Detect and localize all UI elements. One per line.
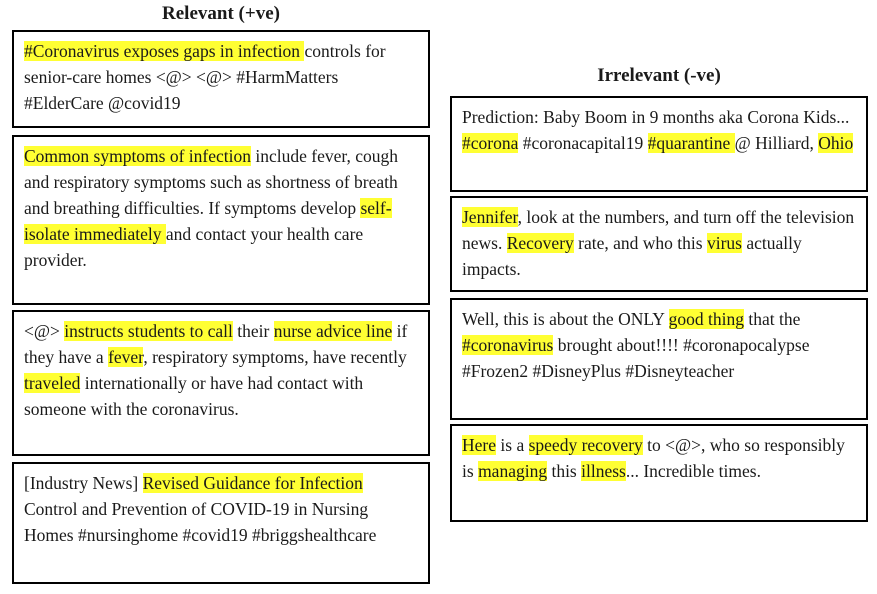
tweet-text: brought about!!!! #coronapocalypse #Frozen2 #DisneyPlus #Disneyteacher: [462, 335, 810, 381]
highlighted-phrase: good thing: [668, 309, 745, 329]
relevant-tweet-4: [12, 462, 430, 584]
irrelevant-tweet-1: [450, 96, 868, 192]
highlighted-phrase: virus: [706, 233, 742, 253]
tweet-text: [Industry News]: [24, 473, 143, 493]
tweet-text: internationally or have had contact with someone with the coronavirus.: [24, 373, 364, 419]
irrelevant-tweet-2: [450, 196, 868, 292]
highlighted-phrase: #coronavirus: [462, 335, 554, 355]
tweet-text: Well, this is about the ONLY: [462, 309, 669, 329]
tweet-text: , respiratory symptoms, have recently: [143, 347, 407, 367]
tweet-text: controls for senior-care homes <@> <@> #HarmMatters #ElderCare @covid19: [24, 41, 386, 113]
highlighted-phrase: #quarantine: [647, 133, 735, 153]
tweet-text: is a: [496, 435, 529, 455]
tweet-text: , look at the numbers, and turn off the television news.: [462, 207, 855, 253]
highlighted-phrase: Here: [462, 435, 497, 455]
highlighted-phrase: #corona: [462, 133, 519, 153]
tweet-text: include fever, cough and respiratory symptoms such as shortness of breath and breathing difficulties. If symptoms develop: [24, 146, 399, 218]
highlighted-phrase: illness: [581, 461, 626, 481]
highlighted-phrase: Revised Guidance for Infection: [142, 473, 363, 493]
tweet-text: to <@>, who so responsibly is: [462, 435, 845, 481]
highlighted-phrase: #Coronavirus exposes gaps in infection: [24, 41, 305, 61]
tweet-text: actually impacts.: [462, 233, 802, 279]
highlighted-phrase: instructs students to call: [64, 321, 233, 341]
tweet-text: Prediction: Baby Boom in 9 months aka Corona Kids...: [462, 107, 850, 127]
relevant-tweet-2: [12, 135, 430, 305]
irrelevant-tweet-4: [450, 424, 868, 522]
tweet-text: that the: [744, 309, 801, 329]
irrelevant-tweet-3: [450, 298, 868, 420]
highlighted-phrase: traveled: [24, 373, 81, 393]
tweet-text: @ Hilliard,: [734, 133, 819, 153]
highlighted-phrase: Ohio: [818, 133, 854, 153]
relevant-tweet-3: [12, 310, 430, 456]
tweet-text: if they have a: [24, 321, 408, 367]
highlighted-phrase: speedy recovery: [528, 435, 643, 455]
highlighted-phrase: Common symptoms of infection: [24, 146, 252, 166]
tweet-text: rate, and who this: [573, 233, 707, 253]
tweet-text: #coronacapital19: [518, 133, 648, 153]
highlighted-phrase: nurse advice line: [273, 321, 393, 341]
highlighted-phrase: fever: [108, 347, 144, 367]
highlighted-phrase: Jennifer: [462, 207, 518, 227]
tweet-text: <@>: [24, 321, 65, 341]
highlighted-phrase: managing: [478, 461, 548, 481]
highlighted-phrase: self-isolate immediately: [24, 198, 392, 244]
tweet-text: and contact your health care provider.: [24, 224, 364, 270]
irrelevant-column-title: Irrelevant (-ve): [597, 65, 721, 86]
tweet-text: Control and Prevention of COVID-19 in Nursing Homes #nursinghome #covid19 #briggshealthcare: [24, 499, 377, 545]
relevant-tweet-1: [12, 30, 430, 128]
tweet-text: ... Incredible times.: [625, 461, 761, 481]
relevant-column-title: Relevant (+ve): [162, 3, 280, 24]
tweet-text: their: [232, 321, 274, 341]
tweet-text: this: [547, 461, 582, 481]
highlighted-phrase: Recovery: [506, 233, 574, 253]
